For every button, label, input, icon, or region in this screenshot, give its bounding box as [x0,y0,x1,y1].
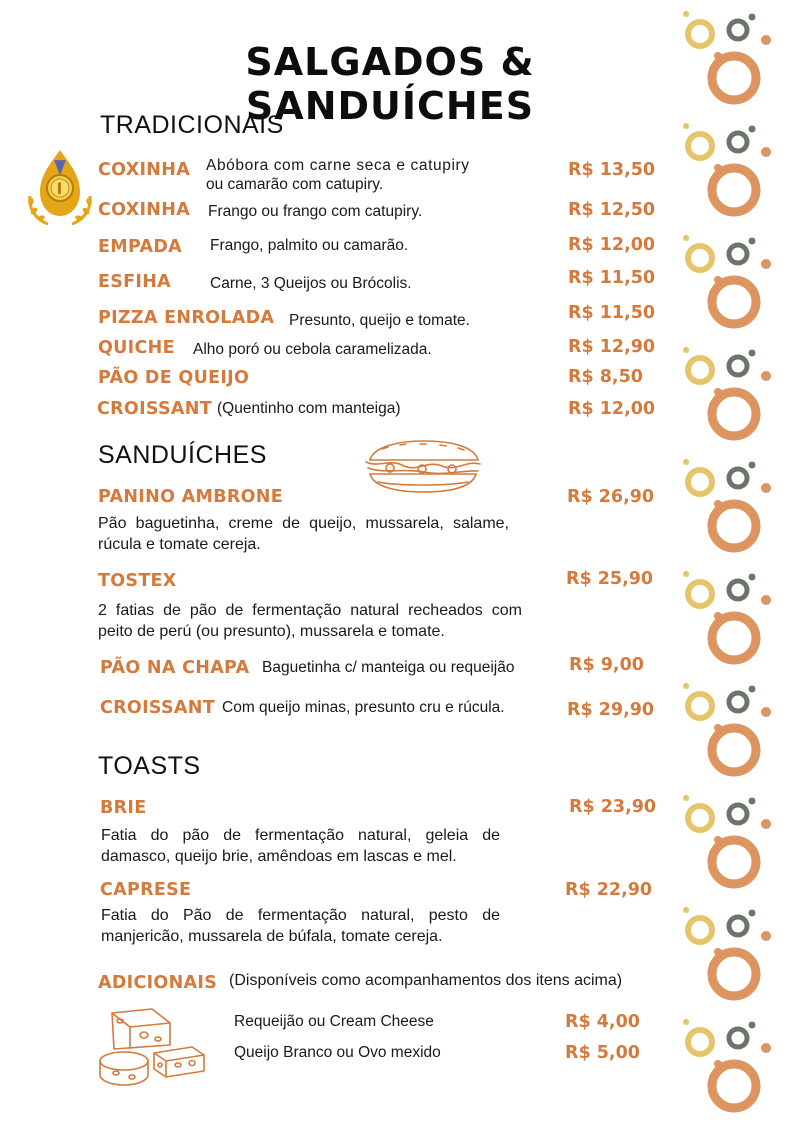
decorative-circle [761,595,771,605]
decorative-circle [688,582,712,606]
item-desc-pao-na-chapa: Baguetinha c/ manteiga ou requeijão [262,659,515,676]
item-price-croissant-1: R$ 12,00 [568,399,656,419]
item-desc-empada: Frango, palmito ou camarão. [210,237,409,254]
decorative-circle [688,694,712,718]
item-desc-coxinha-2: Frango ou frango com catupiry. [208,203,423,220]
item-name-quiche: QUICHE [98,338,175,358]
decorative-circle [714,1060,722,1068]
decorative-circle [712,728,756,772]
decorative-circle [729,469,747,487]
item-desc-brie: Fatia do pão de fermentação natural, geleia de damasco, queijo brie, amêndoas em lascas e mel. [101,827,500,865]
decorative-circle [683,795,689,801]
adicional-price-2: R$ 5,00 [565,1043,640,1063]
item-name-tostex: TOSTEX [98,571,177,591]
decorative-circle [761,147,771,157]
item-name-pao-de-queijo: PÃO DE QUEIJO [98,368,250,388]
decorative-circle [683,907,689,913]
decorative-circle [688,918,712,942]
decorative-circle [714,52,722,60]
section-heading-adicionais: ADICIONAIS [98,973,218,993]
decorative-circle [749,238,756,245]
decorative-circle [729,133,747,151]
decorative-circle [688,806,712,830]
decorative-circle [749,686,756,693]
circles-pattern-decoration [672,0,794,1123]
decorative-circle [729,1029,747,1047]
medal-icon [22,148,98,232]
item-price-pao-de-queijo: R$ 8,50 [568,367,643,387]
decorative-circle [714,612,722,620]
item-price-coxinha-2: R$ 12,50 [568,200,656,220]
decorative-circle [729,917,747,935]
item-name-croissant-2: CROISSANT [100,698,215,718]
decorative-circle [749,910,756,917]
decorative-circle [688,246,712,270]
item-desc-caprese: Fatia do Pão de fermentação natural, pesto de manjericão, mussarela de búfala, tomate cereja. [101,907,500,945]
decorative-circle [712,504,756,548]
item-name-croissant-1: CROISSANT [97,399,212,419]
decorative-circle [712,616,756,660]
section-heading-sanduiches: SANDUÍCHES [98,441,267,469]
adicional-desc-2: Queijo Branco ou Ovo mexido [234,1044,441,1061]
item-desc-esfiha: Carne, 3 Queijos ou Brócolis. [210,275,412,292]
item-price-panino-ambrone: R$ 26,90 [567,487,655,507]
decorative-circle [714,948,722,956]
decorative-circle [729,581,747,599]
item-desc-coxinha-1-line2: ou camarão com catupiry. [206,176,384,193]
item-name-pizza-enrolada: PIZZA ENROLADA [98,308,275,328]
decorative-circle [688,358,712,382]
decorative-circle [729,245,747,263]
decorative-circle [749,462,756,469]
item-desc-croissant-1: (Quentinho com manteiga) [217,400,401,417]
item-desc-coxinha-1: Abóbora com carne seca e catupiry [206,157,470,174]
sandwich-icon [360,438,486,496]
cheese-icon [96,1003,208,1087]
decorative-circle [761,371,771,381]
decorative-circle [712,840,756,884]
adicionais-note: (Disponíveis como acompanhamentos dos itens acima) [229,972,623,989]
decorative-circle [729,357,747,375]
item-price-brie: R$ 23,90 [569,797,657,817]
decorative-circle [714,724,722,732]
decorative-circle [683,235,689,241]
decorative-circle [714,276,722,284]
decorative-circle [729,805,747,823]
decorative-circle [729,693,747,711]
item-price-coxinha-1: R$ 13,50 [568,160,656,180]
decorative-circle [761,707,771,717]
decorative-circle [688,22,712,46]
decorative-circle [714,836,722,844]
item-name-panino-ambrone: PANINO AMBRONE [98,487,283,507]
decorative-circle [749,798,756,805]
page-title: SALGADOS & SANDUÍCHES [245,40,535,128]
decorative-circle [683,571,689,577]
item-price-tostex: R$ 25,90 [566,569,654,589]
decorative-circle [683,459,689,465]
item-desc-croissant-2: Com queijo minas, presunto cru e rúcula. [222,699,505,716]
decorative-circle [749,14,756,21]
item-price-croissant-2: R$ 29,90 [567,700,655,720]
item-name-coxinha-2: COXINHA [98,200,191,220]
decorative-circle [683,11,689,17]
decorative-circle [683,347,689,353]
decorative-circle [749,574,756,581]
item-price-caprese: R$ 22,90 [565,880,653,900]
decorative-circle [714,164,722,172]
item-desc-panino-ambrone: Pão baguetinha, creme de queijo, mussarela, salame, rúcula e tomate cereja. [98,515,509,553]
decorative-circle [761,931,771,941]
adicional-price-1: R$ 4,00 [565,1012,640,1032]
decorative-circle [683,123,689,129]
decorative-circle [714,388,722,396]
item-name-caprese: CAPRESE [100,880,192,900]
decorative-circle [749,350,756,357]
item-name-brie: BRIE [100,798,147,818]
item-desc-tostex: 2 fatias de pão de fermentação natural recheados com peito de perú (ou presunto), mussarela e tomate. [98,602,522,640]
decorative-circle [761,259,771,269]
item-desc-quiche: Alho poró ou cebola caramelizada. [193,341,432,358]
decorative-circle [761,483,771,493]
decorative-circle [749,126,756,133]
decorative-circle [761,35,771,45]
item-name-esfiha: ESFIHA [98,272,172,292]
item-price-pao-na-chapa: R$ 9,00 [569,655,644,675]
item-name-pao-na-chapa: PÃO NA CHAPA [100,658,250,678]
section-heading-tradicionais: TRADICIONAIS [100,111,284,139]
decorative-circle [749,1022,756,1029]
item-price-empada: R$ 12,00 [568,235,656,255]
decorative-circle [714,500,722,508]
decorative-circle [712,56,756,100]
item-desc-pizza-enrolada: Presunto, queijo e tomate. [289,312,470,329]
decorative-circle [683,1019,689,1025]
item-price-pizza-enrolada: R$ 11,50 [568,303,656,323]
decorative-circle [688,470,712,494]
adicional-desc-1: Requeijão ou Cream Cheese [234,1013,434,1030]
decorative-circle [712,392,756,436]
decorative-circle [761,1043,771,1053]
item-price-esfiha: R$ 11,50 [568,268,656,288]
decorative-circle [712,952,756,996]
decorative-circle [688,1030,712,1054]
decorative-circle [712,1064,756,1108]
decorative-circle [712,280,756,324]
item-price-quiche: R$ 12,90 [568,337,656,357]
item-name-empada: EMPADA [98,237,183,257]
decorative-circle [761,819,771,829]
decorative-circle [712,168,756,212]
item-name-coxinha-1: COXINHA [98,160,191,180]
decorative-circle [683,683,689,689]
decorative-circle [688,134,712,158]
decorative-circle [729,21,747,39]
section-heading-toasts: TOASTS [98,752,201,780]
